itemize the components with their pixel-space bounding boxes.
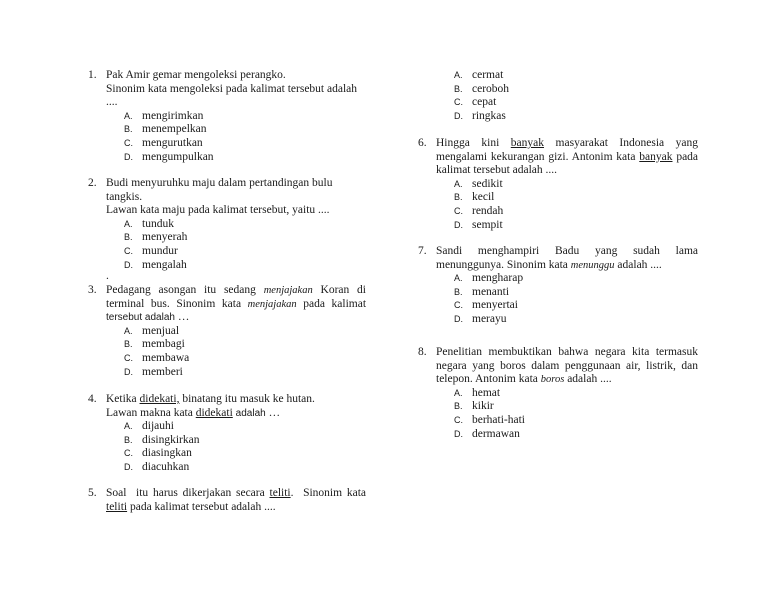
option-letter: A. — [124, 110, 133, 121]
question-text — [436, 151, 698, 165]
option-c[interactable] — [124, 447, 366, 461]
question-number: 7. — [418, 245, 427, 257]
option-a[interactable] — [124, 110, 366, 124]
option-text: cermat — [472, 69, 504, 81]
keyword: menjajakan — [263, 285, 313, 296]
option-letter: A. — [454, 273, 463, 284]
question-text — [106, 311, 366, 325]
question-text: Lawan kata maju pada kalimat tersebut, yaitu .... — [106, 204, 330, 217]
question-number: 6. — [418, 137, 427, 149]
option-letter: A. — [124, 218, 133, 229]
option-a[interactable] — [124, 420, 366, 434]
option-text: menanti — [472, 285, 510, 298]
stray-dot: . — [106, 270, 109, 283]
option-letter: C. — [454, 205, 463, 216]
option-c[interactable] — [124, 245, 366, 259]
option-letter: D. — [124, 366, 133, 377]
option-text: merayu — [472, 312, 507, 325]
option-text: kecil — [472, 191, 495, 204]
text-segment: . Sinonim kata — [290, 487, 366, 499]
option-letter: D. — [454, 428, 463, 439]
text-segment: Hingga kini — [436, 137, 500, 149]
question-text: Penelitian membuktikan bahwa negara kita termasuk — [436, 346, 698, 358]
question-7 — [418, 245, 698, 327]
question-text: Sandi menghampiri Badu yang sudah lama — [436, 245, 698, 257]
option-b[interactable] — [454, 191, 698, 205]
option-a[interactable] — [124, 325, 366, 339]
option-text: ceroboh — [472, 82, 510, 95]
option-c[interactable] — [454, 414, 698, 428]
text-segment: Koran di — [320, 284, 367, 296]
option-letter: B. — [454, 286, 463, 297]
answer-options — [124, 325, 366, 379]
option-c[interactable] — [124, 137, 366, 151]
answer-options — [124, 218, 366, 272]
option-letter: B. — [124, 124, 133, 135]
option-text: mengumpulkan — [142, 150, 214, 163]
option-letter: A. — [124, 421, 133, 432]
keyword: didekati — [195, 406, 233, 419]
keyword: didekati, — [139, 393, 180, 405]
option-text: mengalah — [142, 258, 187, 271]
text-segment: pada kalimat — [303, 297, 367, 310]
option-b[interactable] — [124, 338, 366, 352]
question-text — [106, 501, 366, 515]
text-segment: adalah .... — [567, 373, 612, 386]
question-2 — [88, 177, 366, 283]
option-letter: B. — [124, 434, 133, 445]
option-d[interactable] — [454, 313, 698, 327]
option-text: dermawan — [472, 427, 520, 440]
keyword: teliti — [269, 487, 291, 499]
text-segment: pada kalimat tersebut adalah .... — [129, 500, 276, 513]
text-segment: Lawan makna kata — [106, 406, 193, 419]
question-text — [436, 373, 698, 387]
keyword: menunggu — [570, 259, 615, 271]
option-text: menyerah — [142, 231, 188, 244]
option-b[interactable] — [454, 400, 698, 414]
option-text: diacuhkan — [142, 460, 190, 473]
answer-options — [454, 272, 698, 326]
question-text — [106, 487, 366, 501]
option-text: mengurutkan — [142, 136, 203, 149]
option-text: membawa — [142, 351, 190, 364]
option-d[interactable] — [454, 428, 698, 442]
option-text: disingkirkan — [142, 433, 200, 446]
option-b[interactable] — [124, 231, 366, 245]
option-b[interactable] — [454, 286, 698, 300]
question-3 — [88, 284, 366, 379]
text-segment: telepon. Antonim kata — [436, 373, 538, 386]
option-text: membagi — [142, 338, 185, 351]
option-text: tunduk — [142, 217, 174, 230]
option-letter: D. — [124, 259, 133, 270]
keyword: teliti — [106, 500, 128, 513]
option-b[interactable] — [124, 434, 366, 448]
option-a[interactable] — [454, 178, 698, 192]
question-text — [106, 393, 366, 407]
option-text: menyertai — [472, 299, 518, 312]
option-letter: B. — [454, 401, 463, 412]
option-letter: D. — [124, 151, 133, 162]
option-text: menjual — [142, 324, 180, 337]
text-segment: adalah — [235, 407, 266, 419]
option-a[interactable] — [454, 272, 698, 286]
option-text: berhati-hati — [472, 413, 526, 426]
question-5-options — [454, 69, 509, 123]
question-text: tangkis. — [106, 190, 143, 203]
option-a[interactable] — [454, 387, 698, 401]
text-segment: binatang itu masuk ke hutan. — [182, 393, 315, 405]
question-text — [106, 407, 366, 421]
text-segment: tersebut adalah — [106, 312, 175, 324]
question-text — [106, 298, 366, 312]
option-text: mundur — [142, 244, 178, 257]
option-letter: A. — [124, 325, 133, 336]
option-c[interactable] — [454, 205, 698, 219]
answer-options — [124, 110, 366, 164]
question-number: 2. — [88, 177, 97, 189]
option-d[interactable] — [124, 461, 366, 475]
option-text: kikir — [472, 400, 494, 413]
question-text: Budi menyuruhku maju dalam pertandingan bulu — [106, 177, 333, 189]
option-text: dijauhi — [142, 420, 174, 433]
option-letter: C. — [454, 300, 463, 311]
answer-options — [454, 387, 698, 441]
keyword: banyak — [639, 150, 673, 163]
option-letter: C. — [124, 448, 133, 459]
text-segment: terminal bus. Sinonim kata — [106, 297, 242, 310]
option-text: rendah — [472, 204, 504, 217]
option-text: diasingkan — [142, 447, 192, 460]
option-letter: C. — [124, 245, 133, 256]
option-letter: D. — [454, 110, 463, 121]
option-text: memberi — [142, 365, 183, 378]
option-letter: B. — [124, 339, 133, 350]
option-letter: D. — [124, 461, 133, 472]
question-number: 8. — [418, 346, 427, 358]
option-a[interactable] — [454, 69, 509, 83]
text-segment: … — [268, 406, 281, 419]
option-letter: C. — [124, 137, 133, 148]
option-letter: C. — [454, 414, 463, 425]
option-text: hemat — [472, 386, 501, 399]
answer-options — [124, 420, 366, 474]
question-number: 5. — [88, 487, 97, 499]
option-c[interactable] — [454, 299, 698, 313]
option-text: menempelkan — [142, 123, 207, 136]
option-letter: D. — [454, 219, 463, 230]
text-segment: Ketika — [106, 393, 137, 405]
text-segment: Soal itu harus dikerjakan secara — [106, 487, 265, 499]
question-8 — [418, 346, 698, 441]
question-text — [106, 284, 366, 298]
option-d[interactable] — [124, 366, 366, 380]
question-6 — [418, 137, 698, 232]
text-segment: Pedagang asongan itu sedang — [106, 284, 256, 296]
option-d[interactable] — [454, 110, 509, 124]
question-text: kalimat tersebut adalah .... — [436, 164, 558, 177]
option-text: sedikit — [472, 177, 503, 190]
option-letter: B. — [454, 83, 463, 94]
option-letter: C. — [124, 352, 133, 363]
option-b[interactable] — [124, 123, 366, 137]
option-letter: B. — [454, 192, 463, 203]
text-segment: adalah .... — [617, 258, 662, 271]
option-letter: A. — [454, 387, 463, 398]
option-c[interactable] — [454, 96, 509, 110]
question-text — [436, 259, 698, 273]
question-5 — [88, 487, 366, 514]
keyword: boros — [540, 374, 565, 386]
option-text: mengharap — [472, 272, 524, 285]
text-segment: … — [177, 311, 190, 324]
question-text: Pak Amir gemar mengoleksi perangko. — [106, 69, 286, 81]
question-text: Sinonim kata mengoleksi pada kalimat tersebut adalah — [106, 82, 358, 95]
question-text: .... — [106, 96, 118, 109]
option-a[interactable] — [124, 218, 366, 232]
question-1 — [88, 69, 366, 164]
keyword: menjajakan — [247, 298, 297, 310]
text-segment: masyarakat Indonesia yang — [555, 137, 699, 149]
option-letter: A. — [454, 70, 463, 80]
option-letter: D. — [454, 313, 463, 324]
option-d[interactable] — [124, 151, 366, 165]
question-text — [436, 137, 698, 151]
option-letter: B. — [124, 232, 133, 243]
option-text: cepat — [472, 96, 497, 109]
option-text: sempit — [472, 218, 503, 231]
option-d[interactable] — [454, 219, 698, 233]
text-segment: mengalami kekurangan gizi. Antonim kata — [436, 150, 636, 163]
option-d[interactable] — [124, 259, 366, 273]
question-4 — [88, 393, 366, 475]
option-c[interactable] — [124, 352, 366, 366]
option-text: mengirimkan — [142, 109, 204, 122]
question-number: 4. — [88, 393, 97, 405]
option-letter: C. — [454, 97, 463, 108]
text-segment: menunggunya. Sinonim kata — [436, 258, 568, 271]
option-letter: A. — [454, 178, 463, 189]
answer-options — [454, 178, 698, 232]
question-number: 1. — [88, 69, 97, 81]
text-segment: pada — [676, 150, 699, 163]
option-text: ringkas — [472, 109, 506, 122]
option-b[interactable] — [454, 83, 509, 97]
question-number: 3. — [88, 284, 97, 296]
keyword: banyak — [510, 137, 545, 149]
question-text: negara yang boros dalam penggunaan air, listrik, dan — [436, 359, 698, 372]
